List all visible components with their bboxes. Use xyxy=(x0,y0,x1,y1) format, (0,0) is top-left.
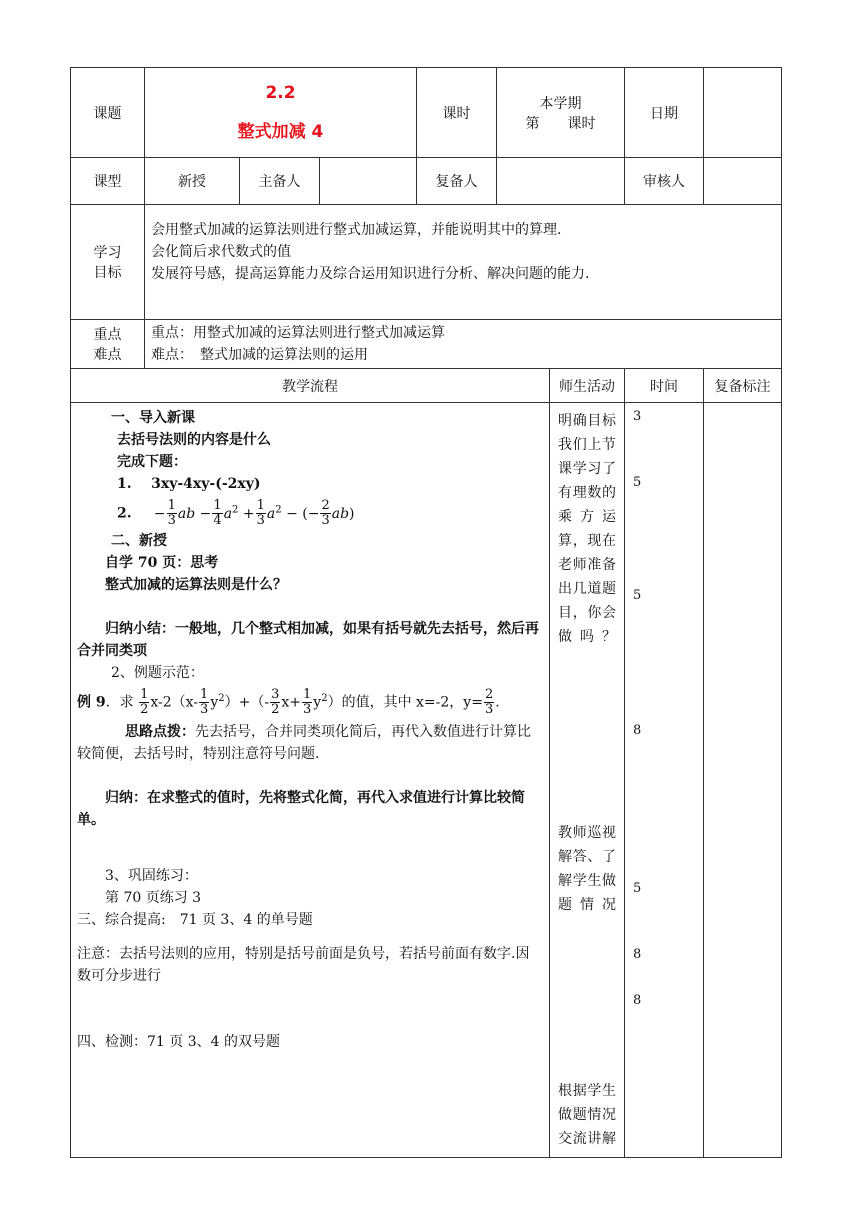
conclusion: 归纳：在求整式的值时，先将整式化简，再代入求值进行计算比较简单。 xyxy=(77,790,525,829)
keypoints-content xyxy=(145,320,782,369)
exercise-1 xyxy=(77,473,543,495)
goals-label-line2: 目标 xyxy=(93,265,122,281)
example-9-label: 例 9 xyxy=(77,694,106,711)
difficult-point: 难点： 整式加减的运算法则的运用 xyxy=(151,347,368,363)
review-notes-column[interactable] xyxy=(704,403,782,1158)
semester-cell xyxy=(497,68,625,158)
time-value: 8 xyxy=(633,723,642,738)
reviewer-value[interactable] xyxy=(497,158,625,205)
activity-inspect: 教师巡视解答、了解学生做题情况 xyxy=(558,825,617,913)
time-value: 5 xyxy=(633,475,642,490)
type-value: 新授 xyxy=(145,158,240,205)
hint xyxy=(77,721,543,765)
exercise-2 xyxy=(77,499,543,528)
intro-task: 完成下题： xyxy=(117,454,187,470)
study-question: 整式加减的运算法则是什么？ xyxy=(105,577,287,594)
section-intro-title: 一、导入新课 xyxy=(111,410,195,426)
goals-list xyxy=(145,205,782,320)
period-label: 课时 xyxy=(417,68,497,158)
example-9: 例 9．求 $\frac{1}{2}$ x-2（x- $\frac{1}{3}$ $y^2)+(-$ $\frac{3}{2}$ x+ $\frac{1}{3}$ $y^2$）的值，其中 x=-2，y= $\frac{2}{3}$ . xyxy=(77,687,500,718)
section-test: 四、检测：71 页 3、4 的双号题 xyxy=(77,1034,280,1051)
time-value: 8 xyxy=(633,993,642,1008)
goals-label-line1: 学习 xyxy=(93,245,122,261)
flow-header-review: 复备标注 xyxy=(704,369,782,403)
reviewer-label: 复备人 xyxy=(417,158,497,205)
time-value: 5 xyxy=(633,881,642,896)
note: 注意：去括号法则的应用，特别是括号前面是负号，若括号前面有数字.因数可分步进行 xyxy=(77,946,530,985)
time-value: 5 xyxy=(633,588,642,603)
topic-label: 课题 xyxy=(71,68,145,158)
practice-title: 3、巩固练习： xyxy=(105,868,198,885)
practice-content: 第 70 页练习 3 xyxy=(105,890,202,907)
teaching-flow xyxy=(71,403,550,1158)
summary: 归纳小结：一般地，几个整式相加减，如果有括号就先去括号，然后再合并同类项 xyxy=(77,621,539,660)
goal-item: 会用整式加减的运算法则进行整式加减运算，并能说明其中的算理. xyxy=(151,222,562,238)
date-label: 日期 xyxy=(625,68,704,158)
intro-question: 去括号法则的内容是什么 xyxy=(117,432,271,448)
keypoints-label-line2: 难点 xyxy=(93,347,122,363)
time-value: 3 xyxy=(633,409,642,424)
teacher-activity xyxy=(550,403,625,1158)
auditor-label: 审核人 xyxy=(625,158,704,205)
flow-header-time: 时间 xyxy=(625,369,704,403)
exercise-1-number: 1. xyxy=(117,476,132,492)
auditor-value[interactable] xyxy=(704,158,782,205)
hint-label: 思路点拨： xyxy=(125,724,195,741)
goal-item: 会化简后求代数式的值 xyxy=(151,244,291,260)
preparer-label: 主备人 xyxy=(240,158,320,205)
goals-label xyxy=(71,205,145,320)
semester-line1: 本学期 xyxy=(539,95,582,112)
hint-text: 先去括号，合并同类项化简后，再代入数值进行计算比较简便，去括号时，特别注意符号问题. xyxy=(77,724,531,763)
section-new-title: 二、新授 xyxy=(111,533,167,550)
activity-discuss: 根据学生做题情况交流讲解 xyxy=(558,1083,617,1147)
goal-item: 发展符号感，提高运算能力及综合运用知识进行分析、解决问题的能力. xyxy=(151,266,590,282)
key-point: 重点：用整式加减的运算法则进行整式加减运算 xyxy=(151,325,445,341)
time-column xyxy=(625,403,704,1158)
topic-title: 整式加减 4 xyxy=(237,122,324,142)
example-9-tail: 的值，其中 x=-2，y= xyxy=(341,694,483,711)
semester-line2: 第 课时 xyxy=(525,115,596,132)
keypoints-label-line1: 重点 xyxy=(93,327,122,343)
type-label: 课型 xyxy=(71,158,145,205)
date-value[interactable] xyxy=(704,68,782,158)
exercise-1-expression: 3xy-4xy-(-2xy) xyxy=(151,476,261,492)
flow-header-process: 教学流程 xyxy=(71,369,550,403)
time-value: 8 xyxy=(633,947,642,962)
exercise-2-number: 2. xyxy=(117,505,132,522)
section-extend: 三、综合提高: 71 页 3、4 的单号题 xyxy=(77,912,313,929)
section-number: 2.2 xyxy=(265,83,296,103)
preparer-value[interactable] xyxy=(320,158,417,205)
exercise-2-expression: − $\frac{1}{3}$ ab − $\frac{1}{4}$ $a^2$ + $\frac{1}{3}$ $a^2$ − (− $\frac{2}{3}$ ab) xyxy=(153,498,355,529)
flow-header-activity: 师生活动 xyxy=(550,369,625,403)
lesson-plan-table xyxy=(70,67,782,1158)
activity-intro: 明确目标我们上节课学习了有理数的乘方运算，现在老师准备出几道题目，你会做吗？ xyxy=(558,413,617,645)
topic-title-cell xyxy=(145,68,417,158)
example-demo-title: 2、例题示范： xyxy=(111,665,204,682)
keypoints-label xyxy=(71,320,145,369)
self-study: 自学 70 页：思考 xyxy=(105,555,219,572)
